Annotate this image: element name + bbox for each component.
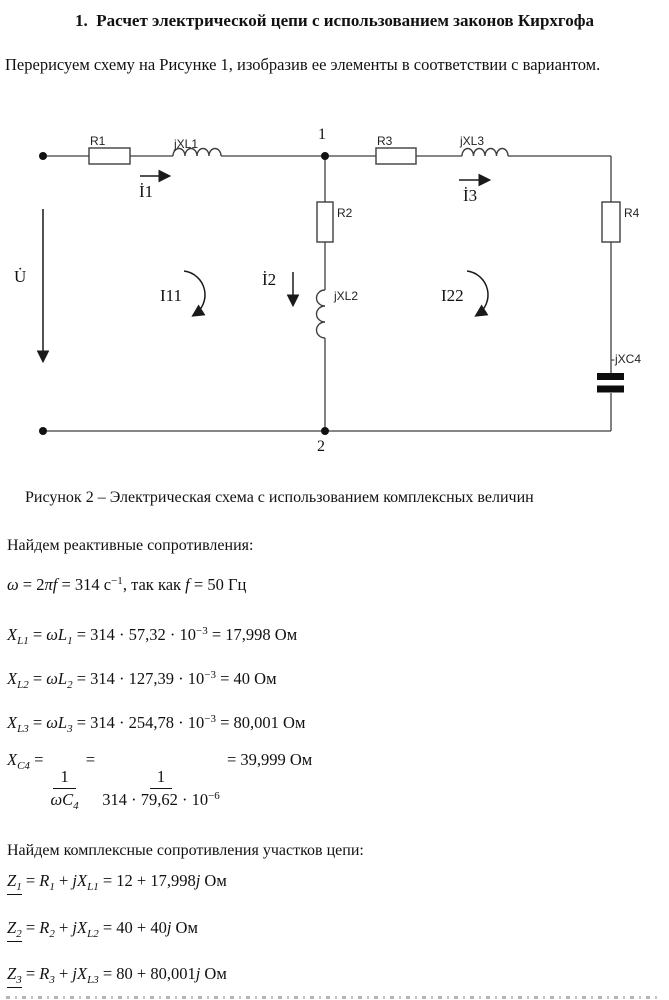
formula-omega: ω = 2πf = 314 $с^{-1}$, так как f = 50 Гц <box>7 575 247 594</box>
label-r3: R3 <box>377 134 393 148</box>
label-jxl2: jXL2 <box>334 289 359 303</box>
figure-caption: Рисунок 2 – Электрическая схема с использованием комплексных величин <box>25 489 534 506</box>
circuit-diagram <box>0 125 669 470</box>
label-r2: R2 <box>337 206 353 220</box>
label-node1: 1 <box>318 126 326 143</box>
current-arrows <box>43 176 488 360</box>
circuit-wires <box>43 156 611 431</box>
formula-z2: $Z_2 = R_2 + jX_{L2} = 40 + 40j$ Ом <box>7 918 198 940</box>
label-r1: R1 <box>90 134 106 148</box>
lead-reactive-text: Найдем реактивные сопротивления: <box>7 537 254 554</box>
resistor-boxes <box>89 148 620 242</box>
formula-z1: $Z_1 = R_1 + jX_{L1} = 12 + 17,998j$ Ом <box>7 871 227 893</box>
formula-xl2: $X_{L2} = \omega L_2 = 314 \cdot 127,39 \cdot 10^{-3} = 40$ Ом <box>7 669 277 691</box>
formula-xl3: $X_{L3} = \omega L_3 = 314 \cdot 254,78 \cdot 10^{-3} = 80,001$ Ом <box>7 713 306 735</box>
label-jxl3: jXL3 <box>460 134 485 148</box>
node-dots <box>39 152 329 435</box>
capacitor-c4 <box>597 373 624 393</box>
section-heading: 1. Расчет электрической цепи с использованием законов Кирхгофа <box>74 11 594 30</box>
label-i22: I22 <box>441 286 464 305</box>
node-1-dot <box>321 152 329 160</box>
node-2-dot <box>321 427 329 435</box>
label-i11: I11 <box>160 286 183 305</box>
formula-z3: $Z_3 = R_3 + jX_{L3} = 80 + 80,001j$ Ом <box>7 964 227 986</box>
label-jxl1: jXL1 <box>174 137 199 151</box>
label-i2: İ2 <box>262 270 277 289</box>
resistor-r3 <box>376 148 416 164</box>
formula-xl1: $X_{L1} = \omega L_1 = 314 \cdot 57,32 \cdot 10^{-3} = 17,998$ Ом <box>7 625 298 647</box>
label-xc4: -jXC4 <box>611 352 642 366</box>
label-i1: İ1 <box>139 182 154 201</box>
loop-arrow-i22 <box>467 271 488 315</box>
label-r4: R4 <box>624 206 640 220</box>
inductor-coils <box>173 149 508 339</box>
cut-off-next-line <box>6 996 658 999</box>
resistor-r2 <box>317 202 333 242</box>
formula-xc4: $X_{C4}$ = $\frac{1}{\omega C_4}$ = $\frac{1}{314 \cdot 79,62 \cdot 10^{-6}}$ = 39,999 Ом <box>7 750 313 812</box>
resistor-r1 <box>89 148 130 164</box>
label-i3: İ3 <box>463 186 478 205</box>
loop-arrow-i11 <box>184 271 205 315</box>
label-node2: 2 <box>317 438 325 455</box>
resistor-r4 <box>602 202 620 242</box>
label-u: U̇ <box>14 267 27 286</box>
intro-paragraph: Перерисуем схему на Рисунке 1, изобразив ее элементы в соответствии с вариантом. <box>5 55 601 74</box>
terminal-dot-top-left <box>39 152 47 160</box>
inductor-jxl2 <box>317 290 326 338</box>
inductor-jxl3 <box>462 149 508 157</box>
terminal-dot-bottom-left <box>39 427 47 435</box>
lead-complex-text: Найдем комплексные сопротивления участков цепи: <box>7 842 364 859</box>
